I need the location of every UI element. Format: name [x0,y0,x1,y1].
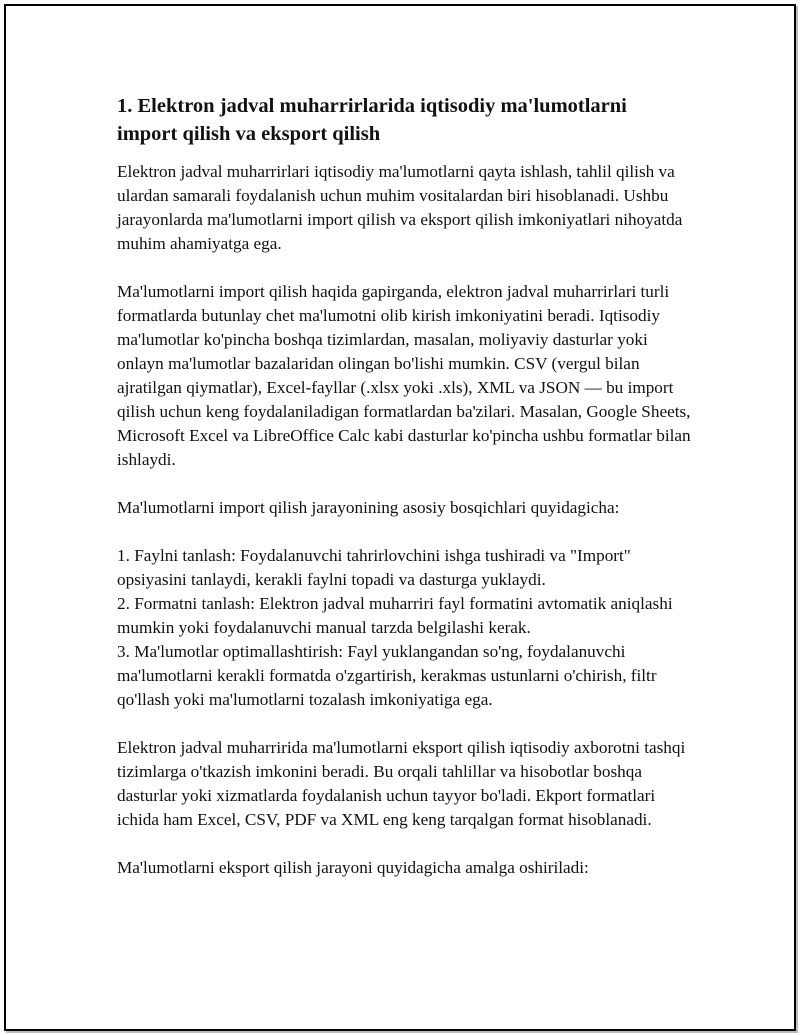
import-paragraph: Ma'lumotlarni import qilish haqida gapirganda, elektron jadval muharrirlari turli formatlarda butunlay chet ma'lumotni olib kirish imkoniyatini beradi. Iqtisodiy ma'lumotlar ko'pincha boshqa tizimlardan, masalan, moliyaviy dasturlar yoki onlayn ma'lumotlar bazalaridan olingan bo'lishi mumkin. CSV (vergul bilan ajratilgan qiymatlar), Excel-fayllar (.xlsx yoki .xls), XML va JSON — bu import qilish uchun keng foydalaniladigan formatlardan ba'zilari. Masalan, Google Sheets, Microsoft Excel va LibreOffice Calc kabi dasturlar ko'pincha ushbu formatlar bilan ishlaydi. [117,282,691,469]
import-steps-intro: Ma'lumotlarni import qilish jarayonining asosiy bosqichlari quyidagicha: [117,498,620,517]
document-page [4,4,796,1031]
export-steps-intro: Ma'lumotlarni eksport qilish jarayoni quyidagicha amalga oshiriladi: [117,858,589,877]
list-item: 3. Ma'lumotlar optimallashtirish: Fayl yuklangandan so'ng, foydalanuvchi ma'lumotlarni kerakli formatda o'zgartirish, kerakmas ustunlarni o'chirish, filtr qo'llash yoki ma'lumotlarni tozalash imkoniyatiga ega. [117,642,657,709]
list-item: 2. Formatni tanlash: Elektron jadval muharriri fayl formatini avtomatik aniqlashi mumkin yoki foydalanuvchi manual tarzda belgilashi kerak. [117,594,673,637]
import-steps-list [117,544,692,712]
intro-paragraph: Elektron jadval muharrirlari iqtisodiy ma'lumotlarni qayta ishlash, tahlil qilish va ulardan samarali foydalanish uchun muhim vositalardan biri hisoblanadi. Ushbu jarayonlarda ma'lumotlarni import qilish va eksport qilish imkoniyatlari nihoyatda muhim ahamiyatga ega. [117,162,683,253]
document-body [117,92,692,904]
export-paragraph: Elektron jadval muharririda ma'lumotlarni eksport qilish iqtisodiy axborotni tashqi tizimlarga o'tkazish imkonini beradi. Bu orqali tahlillar va hisobotlar boshqa dasturlar yoki xizmatlarda foydalanish uchun tayyor bo'ladi. Ekport formatlari ichida ham Excel, CSV, PDF va XML eng keng tarqalgan format hisoblanadi. [117,738,686,829]
list-item: 1. Faylni tanlash: Foydalanuvchi tahrirlovchini ishga tushiradi va "Import" opsiyasini tanlaydi, kerakli faylni topadi va dasturga yuklaydi. [117,546,631,589]
section-heading: 1. Elektron jadval muharrirlarida iqtisodiy ma'lumotlarni import qilish va eksport qilish [117,95,627,145]
